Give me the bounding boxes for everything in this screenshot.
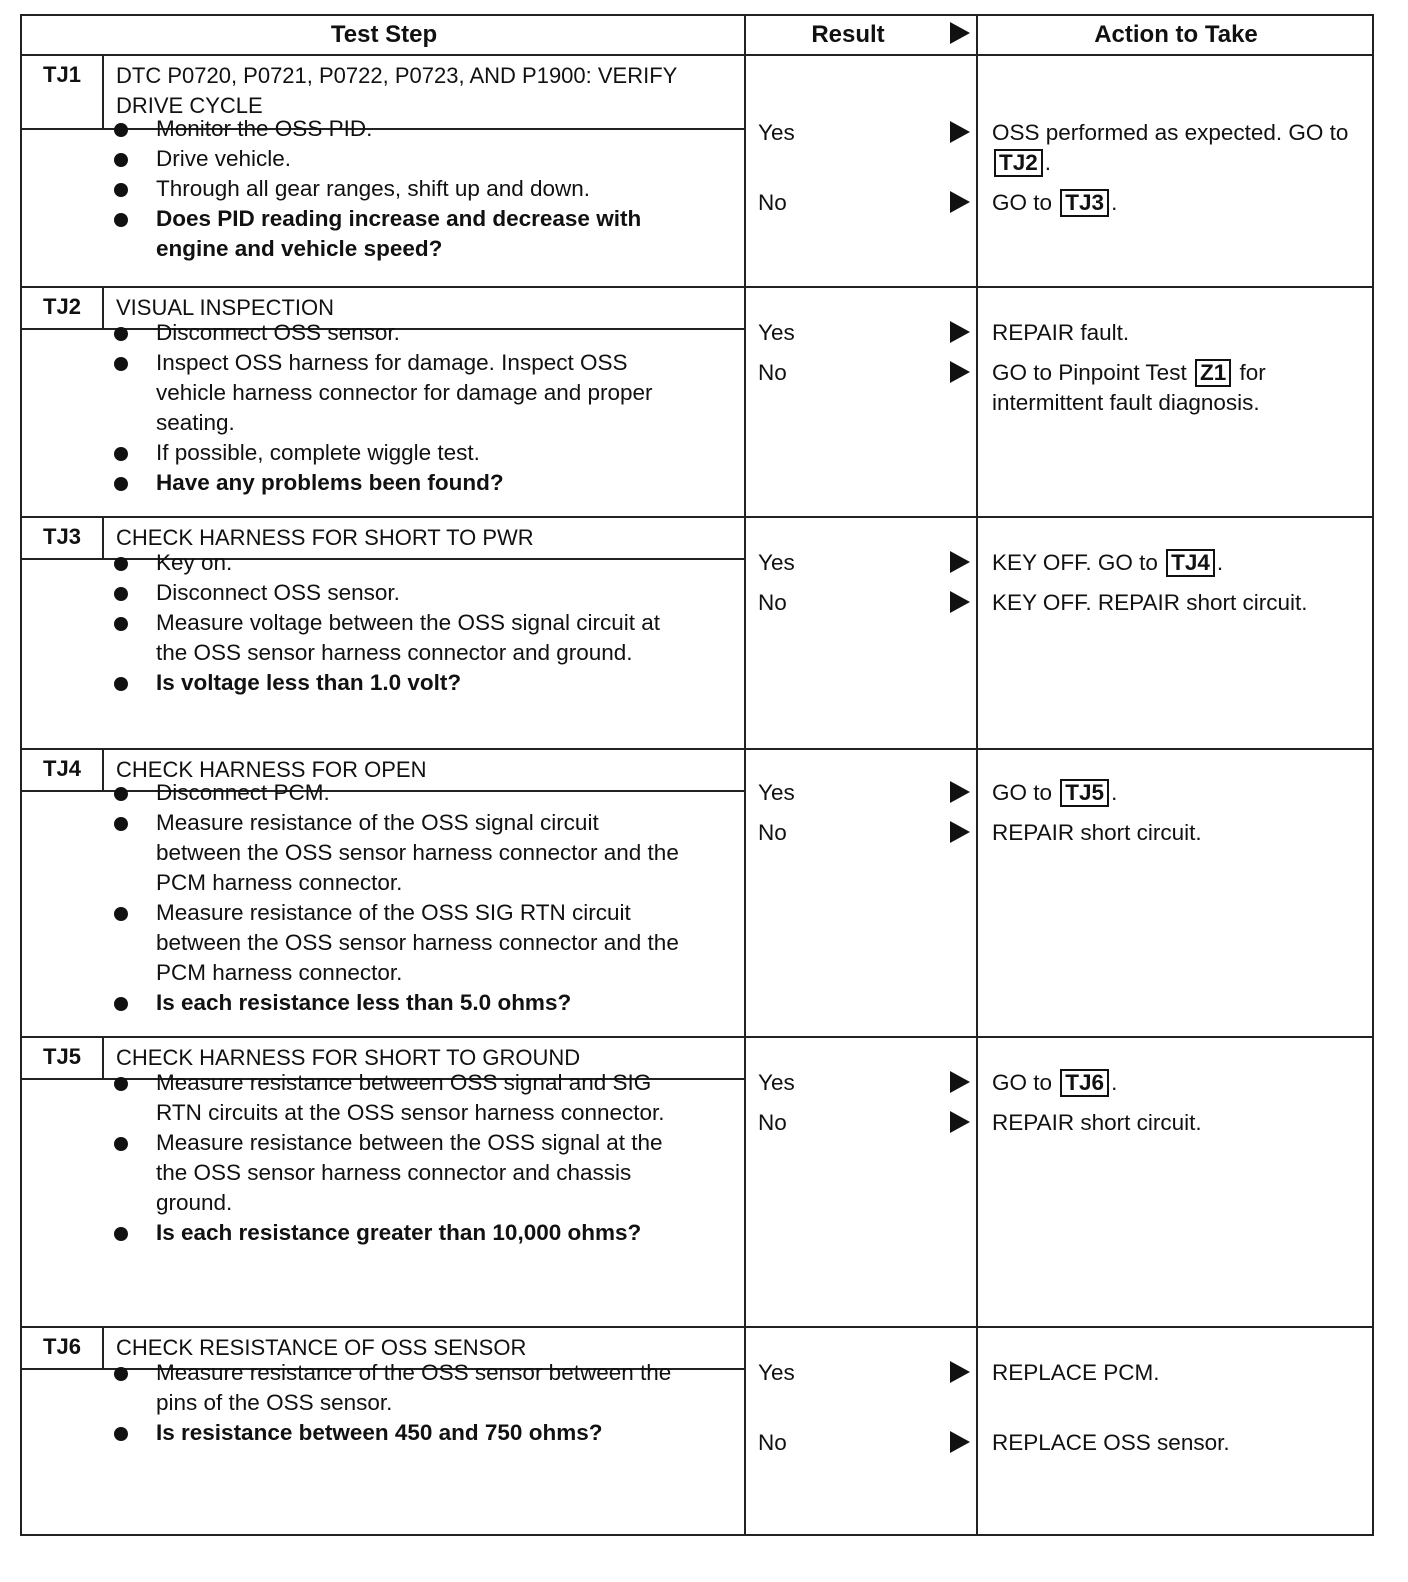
action-no <box>992 818 1367 848</box>
action-no-text: GO to <box>992 190 1059 215</box>
result-yes: Yes <box>758 550 795 575</box>
step-bullet-text: Through all gear ranges, shift up and down. <box>156 176 591 201</box>
action-no <box>992 188 1367 218</box>
step-title: CHECK HARNESS FOR SHORT TO PWR <box>116 525 534 550</box>
step-question-text: Is resistance between 450 and 750 ohms? <box>156 1420 603 1445</box>
bullet-dot-icon <box>114 617 128 631</box>
action-yes <box>992 1358 1367 1388</box>
action-yes <box>992 778 1367 808</box>
result-yes: Yes <box>758 120 795 145</box>
action-no <box>992 1428 1367 1458</box>
step-bullet-list <box>114 114 674 264</box>
step-bullet <box>114 348 684 438</box>
bullet-dot-icon <box>114 997 128 1011</box>
bullet-dot-icon <box>114 477 128 491</box>
step-question <box>114 1218 699 1248</box>
step-bullet-text: Measure resistance of the OSS sensor between the pins of the OSS sensor. <box>156 1360 672 1415</box>
action-no-text-tail: for intermittent fault diagnosis. <box>992 360 1266 415</box>
step-question <box>114 204 674 264</box>
step-bullet <box>114 808 689 898</box>
action-yes-text: REPAIR fault. <box>992 320 1130 345</box>
action-yes-text-tail: . <box>1111 780 1118 805</box>
bullet-dot-icon <box>114 1367 128 1381</box>
step-bullet-text: Disconnect OSS sensor. <box>156 580 400 605</box>
bullet-dot-icon <box>114 153 128 167</box>
action-yes-text-tail: . <box>1111 1070 1118 1095</box>
step-bullet-text: Disconnect OSS sensor. <box>156 320 400 345</box>
step-title: CHECK HARNESS FOR OPEN <box>116 757 427 782</box>
step-bullet <box>114 438 684 468</box>
step-question-text: Does PID reading increase and decrease with engine and vehicle speed? <box>156 206 642 261</box>
step-reference-link[interactable]: TJ2 <box>994 149 1043 177</box>
row-divider <box>22 1036 1372 1038</box>
step-id: TJ4 <box>43 756 81 781</box>
step-title: DTC P0720, P0721, P0722, P0723, AND P1900: VERIFY DRIVE CYCLE <box>116 63 677 118</box>
step-bullet <box>114 898 689 988</box>
step-bullet <box>114 1358 699 1418</box>
action-yes <box>992 118 1367 178</box>
bullet-dot-icon <box>114 1427 128 1441</box>
diagnostic-table <box>20 14 1374 1536</box>
step-bullet-list <box>114 548 684 698</box>
step-question <box>114 988 689 1018</box>
step-bullet <box>114 174 674 204</box>
row-divider <box>22 516 1372 518</box>
step-reference-link[interactable]: TJ5 <box>1060 779 1109 807</box>
step-reference-link[interactable]: TJ3 <box>1060 189 1109 217</box>
action-yes-text: REPLACE PCM. <box>992 1360 1160 1385</box>
action-yes-text: GO to <box>992 1070 1059 1095</box>
result-no: No <box>758 190 787 215</box>
action-no-text: REPLACE OSS sensor. <box>992 1430 1230 1455</box>
step-bullet-list <box>114 1068 699 1248</box>
bullet-dot-icon <box>114 787 128 801</box>
action-no-text: KEY OFF. REPAIR short circuit. <box>992 590 1308 615</box>
result-yes: Yes <box>758 1360 795 1385</box>
step-question-text: Is voltage less than 1.0 volt? <box>156 670 462 695</box>
step-id: TJ2 <box>43 294 81 319</box>
result-no: No <box>758 360 787 385</box>
step-bullet <box>114 1068 699 1128</box>
step-question <box>114 668 684 698</box>
result-yes: Yes <box>758 320 795 345</box>
header-result: Result <box>811 21 885 48</box>
step-bullet-text: Inspect OSS harness for damage. Inspect OSS vehicle harness connector for damage and proper seating. <box>156 350 653 435</box>
result-yes-arrow-icon <box>950 1071 970 1093</box>
result-no-arrow-icon <box>950 361 970 383</box>
header-test-step: Test Step <box>330 21 438 48</box>
step-bullet <box>114 548 684 578</box>
action-no-text: REPAIR short circuit. <box>992 1110 1202 1135</box>
action-no-text: GO to Pinpoint Test <box>992 360 1193 385</box>
action-yes-text: OSS performed as expected. GO to <box>992 120 1349 145</box>
step-title: CHECK RESISTANCE OF OSS SENSOR <box>116 1335 527 1360</box>
action-yes <box>992 1068 1367 1098</box>
result-yes-arrow-icon <box>950 1361 970 1383</box>
action-yes-text-tail: . <box>1216 550 1224 575</box>
step-bullet-text: Measure voltage between the OSS signal circuit at the OSS sensor harness connector and ground. <box>156 610 661 665</box>
step-bullet <box>114 114 674 144</box>
bullet-dot-icon <box>114 1137 128 1151</box>
action-yes-text: GO to <box>992 780 1059 805</box>
bullet-dot-icon <box>114 907 128 921</box>
step-id-divider <box>102 1328 104 1368</box>
result-no-arrow-icon <box>950 821 970 843</box>
step-question <box>114 1418 699 1448</box>
result-no: No <box>758 1430 787 1455</box>
step-bullet-list <box>114 1358 699 1448</box>
step-reference-link[interactable]: TJ6 <box>1060 1069 1109 1097</box>
result-no: No <box>758 590 787 615</box>
result-no-arrow-icon <box>950 191 970 213</box>
step-bullet-text: Measure resistance between the OSS signal at the the OSS sensor harness connector and chassis ground. <box>156 1130 663 1215</box>
step-bullet-text: Measure resistance of the OSS SIG RTN circuit between the OSS sensor harness connector and the PCM harness connector. <box>156 900 679 985</box>
action-yes <box>992 548 1367 578</box>
bullet-dot-icon <box>114 213 128 227</box>
step-id-divider <box>102 288 104 328</box>
bullet-dot-icon <box>114 587 128 601</box>
step-bullet-text: Measure resistance between OSS signal and SIG RTN circuits at the OSS sensor harness connector. <box>156 1070 665 1125</box>
step-bullet <box>114 144 674 174</box>
bullet-dot-icon <box>114 817 128 831</box>
action-no <box>992 1108 1367 1138</box>
bullet-dot-icon <box>114 123 128 137</box>
step-id: TJ3 <box>43 524 81 549</box>
step-bullet-text: Disconnect PCM. <box>156 780 330 805</box>
action-no-text: REPAIR short circuit. <box>992 820 1202 845</box>
step-id-divider <box>102 750 104 790</box>
step-id: TJ6 <box>43 1334 81 1359</box>
step-id-divider <box>102 518 104 558</box>
step-bullet <box>114 778 689 808</box>
action-yes-text-tail: . <box>1044 150 1052 175</box>
step-id-divider <box>102 1038 104 1078</box>
step-question <box>114 468 684 498</box>
step-id: TJ1 <box>43 62 81 87</box>
step-bullet-list <box>114 778 689 1018</box>
bullet-dot-icon <box>114 557 128 571</box>
action-no <box>992 358 1367 418</box>
step-bullet-text: Monitor the OSS PID. <box>156 116 373 141</box>
row-divider <box>22 1326 1372 1328</box>
step-question-text: Have any problems been found? <box>156 470 504 495</box>
bullet-dot-icon <box>114 183 128 197</box>
row-divider <box>22 748 1372 750</box>
step-bullet <box>114 318 684 348</box>
step-title: VISUAL INSPECTION <box>116 295 335 320</box>
step-id-divider <box>102 56 104 128</box>
bullet-dot-icon <box>114 327 128 341</box>
result-yes: Yes <box>758 780 795 805</box>
step-reference-link[interactable]: Z1 <box>1195 359 1231 387</box>
result-no-arrow-icon <box>950 591 970 613</box>
action-yes <box>992 318 1367 348</box>
row-divider <box>22 286 1372 288</box>
step-bullet-text: If possible, complete wiggle test. <box>156 440 480 465</box>
action-no-text-tail: . <box>1111 190 1118 215</box>
bullet-dot-icon <box>114 677 128 691</box>
step-bullet-text: Measure resistance of the OSS signal circuit between the OSS sensor harness connector and the PCM harness connector. <box>156 810 679 895</box>
bullet-dot-icon <box>114 447 128 461</box>
step-bullet-text: Key on. <box>156 550 233 575</box>
action-yes-text: KEY OFF. GO to <box>992 550 1165 575</box>
step-question-text: Is each resistance less than 5.0 ohms? <box>156 990 572 1015</box>
result-yes-arrow-icon <box>950 781 970 803</box>
step-title: CHECK HARNESS FOR SHORT TO GROUND <box>116 1045 581 1070</box>
column-divider-action <box>976 16 978 1536</box>
bullet-dot-icon <box>114 357 128 371</box>
result-yes: Yes <box>758 1070 795 1095</box>
result-yes-arrow-icon <box>950 121 970 143</box>
bullet-dot-icon <box>114 1227 128 1241</box>
action-no <box>992 588 1367 618</box>
header-result-arrow-icon <box>950 22 970 44</box>
step-bullet <box>114 578 684 608</box>
result-no-arrow-icon <box>950 1111 970 1133</box>
step-bullet <box>114 608 684 668</box>
step-bullet-list <box>114 318 684 498</box>
step-question-text: Is each resistance greater than 10,000 ohms? <box>156 1220 642 1245</box>
column-divider-result <box>744 16 746 1536</box>
step-reference-link[interactable]: TJ4 <box>1166 549 1215 577</box>
step-bullet-text: Drive vehicle. <box>156 146 292 171</box>
step-id: TJ5 <box>43 1044 81 1069</box>
bullet-dot-icon <box>114 1077 128 1091</box>
result-no: No <box>758 820 787 845</box>
result-yes-arrow-icon <box>950 321 970 343</box>
result-no-arrow-icon <box>950 1431 970 1453</box>
header-action: Action to Take <box>1094 21 1258 48</box>
result-yes-arrow-icon <box>950 551 970 573</box>
step-bullet <box>114 1128 699 1218</box>
result-no: No <box>758 1110 787 1135</box>
header-divider <box>22 54 1372 56</box>
